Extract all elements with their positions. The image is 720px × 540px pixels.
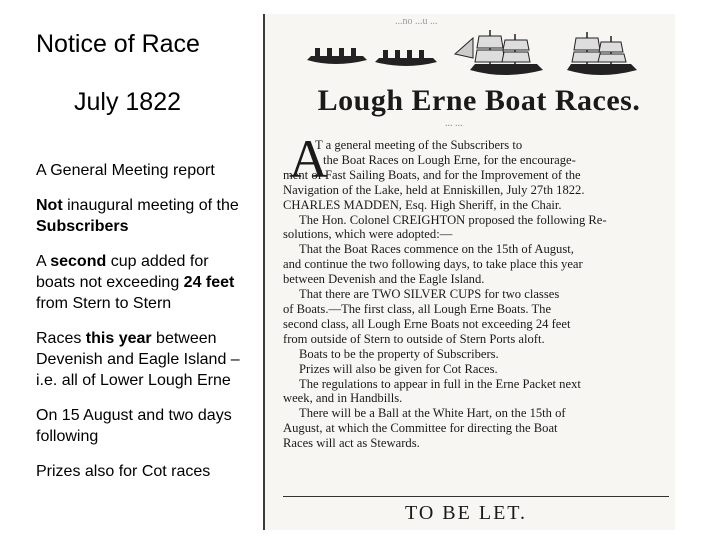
article-line: Navigation of the Lake, held at Enniskillen, July 27th 1822. [283, 182, 585, 197]
article-line: CHARLES MADDEN, Esq. High Sheriff, in the Chair. [283, 197, 562, 212]
rowing-boat-1 [307, 48, 367, 64]
bullet-item [36, 160, 250, 181]
newspaper-clipping [263, 14, 675, 530]
article-line: of Boats.—The first class, all Lough Erne Boats. The [283, 301, 552, 316]
masthead-title: Lough Erne Boat Races. [317, 84, 641, 117]
bullet-item [36, 251, 250, 314]
article-line: August, at which the Committee for directing the Boat [283, 421, 558, 436]
article-line: That there are TWO SILVER CUPS for two classes [299, 287, 560, 302]
bullet-bold-text: this year [85, 330, 152, 347]
bullet-text: Races [36, 330, 86, 347]
article-line: The regulations to appear in full in the Erne Packet next [299, 376, 581, 391]
bullet-text: inaugural meeting of the [62, 197, 239, 214]
article-line: the Boat Races on Lough Erne, for the encourage- [323, 152, 576, 167]
bullet-bold-text: 24 feet [183, 274, 235, 291]
article-line: second class, all Lough Erne Boats not exceeding 24 feet [283, 316, 571, 331]
bullet-bold-text: Not [36, 197, 63, 214]
clipping-faint-sub: ... ... [445, 118, 463, 129]
article-line: from outside of Stern to outside of Stern Ports aloft. [283, 331, 545, 346]
drop-cap: A [289, 129, 328, 189]
bullet-bold-text: Subscribers [36, 218, 129, 235]
bullet-text: from Stern to Stern [36, 295, 172, 312]
article-line: Races will act as Stewards. [283, 436, 420, 451]
bullet-item [36, 461, 250, 482]
article-text [283, 138, 669, 451]
bullet-list [36, 160, 250, 496]
article-line: ment of Fast Sailing Boats, and for the Improvement of the [283, 167, 581, 182]
bullet-item [36, 195, 250, 237]
article-line: between Devenish and the Eagle Island. [283, 272, 485, 287]
title-line-1: Notice of Race [36, 30, 200, 58]
bullet-text: cup added for boats not exceeding [36, 253, 209, 291]
clipping-faint-top: ...no ...u ... [395, 16, 438, 27]
divider-rule [283, 496, 669, 497]
article-line: T a general meeting of the Subscribers to [315, 138, 523, 152]
article-line: That the Boat Races commence on the 15th of August, [299, 242, 574, 257]
bullet-text: On 15 August and two days following [36, 407, 232, 445]
article-line: solutions, which were adopted:— [283, 227, 453, 242]
article-line: There will be a Ball at the White Hart, on the 15th of [299, 406, 566, 421]
rowing-boat-2 [375, 50, 437, 66]
bullet-text: between Devenish and Eagle Island – i.e. all of Lower Lough Erne [36, 330, 240, 389]
title-line-2: July 1822 [74, 88, 182, 116]
bullet-text: A [36, 253, 51, 270]
bullet-text: A General Meeting report [36, 162, 215, 179]
bullet-item [36, 405, 250, 447]
article-line: week, and in Handbills. [283, 391, 403, 406]
article-line: Boats to be the property of Subscribers. [299, 346, 499, 361]
bullet-bold-text: second [50, 253, 107, 270]
article-line: The Hon. Colonel CREIGHTON proposed the following Re- [299, 212, 607, 227]
bullet-text: Prizes also for Cot races [36, 463, 211, 480]
boats-illustration [305, 24, 645, 84]
to-be-let-heading: TO BE LET. [405, 502, 528, 524]
article-line: and continue the two following days, to take place this year [283, 257, 583, 272]
bullet-item [36, 328, 250, 391]
sailing-ship-1 [455, 30, 543, 75]
article-line: Prizes will also be given for Cot Races. [299, 361, 498, 376]
sailing-ship-2 [567, 32, 637, 75]
